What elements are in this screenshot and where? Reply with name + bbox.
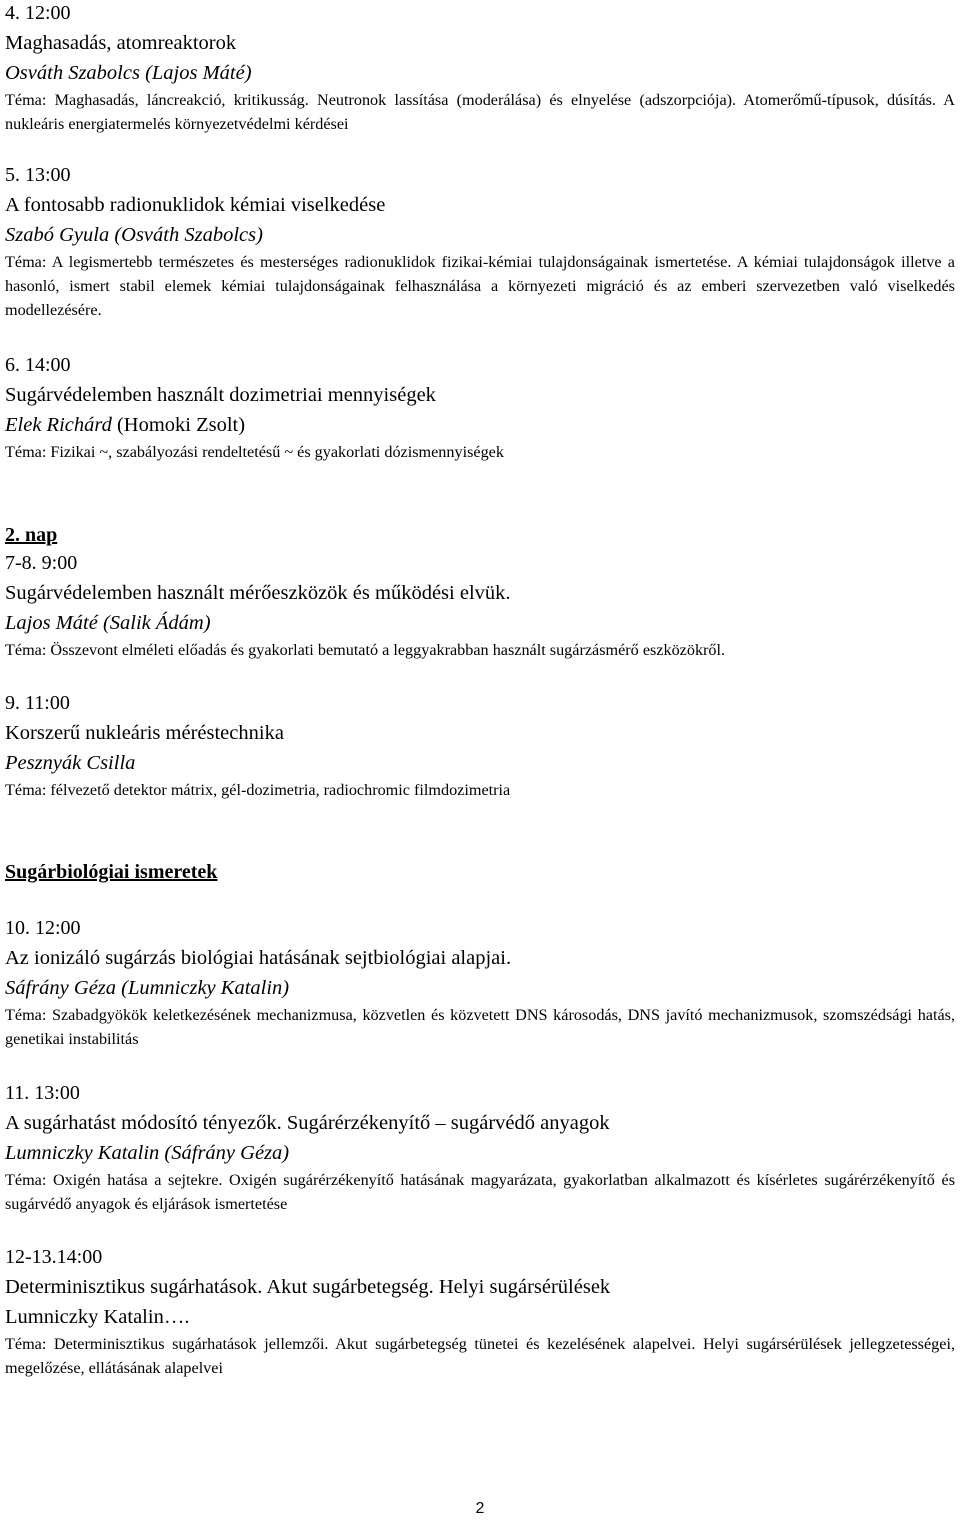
session-number: 11. 13:00: [5, 1082, 80, 1104]
day-heading: 2. nap: [5, 524, 58, 546]
session-presenter: Sáfrány Géza (Lumniczky Katalin): [5, 977, 290, 999]
session-presenter: Pesznyák Csilla: [5, 752, 136, 774]
session-number: 6. 14:00: [5, 354, 71, 376]
session-title: A fontosabb radionuklidok kémiai viselkedése: [5, 194, 386, 216]
session-number: 10. 12:00: [5, 917, 81, 939]
session-6: [5, 350, 955, 464]
session-5: [5, 160, 955, 322]
presenter-main: Elek Richárd: [5, 414, 112, 436]
session-title: Az ionizáló sugárzás biológiai hatásának sejtbiológiai alapjai.: [5, 947, 512, 969]
session-topic: Téma: Fizikai ~, szabályozási rendeltetésű ~ és gyakorlati dózismennyiségek: [5, 443, 504, 461]
session-title: Sugárvédelemben használt mérőeszközök és működési elvük.: [5, 582, 511, 604]
session-number: 9. 11:00: [5, 692, 70, 714]
section-heading: Sugárbiológiai ismeretek: [5, 861, 218, 883]
session-number: 12-13.14:00: [5, 1246, 103, 1268]
session-10: [5, 913, 955, 1051]
session-topic: Téma: félvezető detektor mátrix, gél-dozimetria, radiochromic filmdozimetria: [5, 781, 511, 799]
session-topic: Téma: Oxigén hatása a sejtekre. Oxigén sugárérzékenyítő hatásának magyarázata, gyakorlatban alkalmazott és kísérletes sugárérzékenyítő és sugárvédő anyagok és eljárások ismertetése: [5, 1171, 955, 1213]
session-4: [5, 0, 955, 136]
session-topic: Téma: Szabadgyökök keletkezésének mechanizmusa, közvetlen és közvetett DNS károsodás, DNS javító mechanizmusok, szomszédsági hatás, genetikai instabilitás: [5, 1006, 955, 1048]
session-presenter: Lajos Máté (Salik Ádám): [5, 612, 211, 634]
session-presenter: [5, 410, 955, 440]
session-title: A sugárhatást módosító tényezők. Sugárérzékenyítő – sugárvédő anyagok: [5, 1112, 610, 1134]
session-number: 7-8. 9:00: [5, 552, 78, 574]
page-number: 2: [475, 1500, 485, 1517]
session-number: 4. 12:00: [5, 2, 71, 24]
session-topic: Téma: Determinisztikus sugárhatások jellemzői. Akut sugárbetegség tünetei és kezelésének alapelvei. Helyi sugársérülések jellegzetességei, megelőzése, ellátásának alapelvei: [5, 1335, 955, 1377]
session-title: Korszerű nukleáris méréstechnika: [5, 722, 284, 744]
session-topic: Téma: Összevont elméleti előadás és gyakorlati bemutató a leggyakrabban használt sugárzásmérő eszközökről.: [5, 641, 726, 659]
session-9: [5, 688, 955, 802]
session-title: Sugárvédelemben használt dozimetriai mennyiségek: [5, 384, 436, 406]
session-title: Determinisztikus sugárhatások. Akut sugárbetegség. Helyi sugársérülések: [5, 1276, 611, 1298]
session-number: 5. 13:00: [5, 164, 71, 186]
session-7-8: [5, 548, 955, 662]
session-topic: Téma: Maghasadás, láncreakció, kritikusság. Neutronok lassítása (moderálása) és elnyelése (adszorpciója). Atomerőmű-típusok, dúsítás. A nukleáris energiatermelés környezetvédelmi kérdései: [5, 91, 955, 133]
session-topic: Téma: A legismertebb természetes és mesterséges radionuklidok fizikai-kémiai tulajdonságainak ismertetése. A kémiai tulajdonságok illetve a hasonló, ismert stabil elemek kémiai tulajdonságainak felhasználása a környezeti migráció és az emberi szervezetben való viselkedés modellezésére.: [5, 253, 955, 319]
session-presenter: Osváth Szabolcs (Lajos Máté): [5, 62, 252, 84]
session-presenter: Lumniczky Katalin….: [5, 1306, 190, 1328]
presenter-secondary: (Homoki Zsolt): [111, 414, 246, 436]
session-title: Maghasadás, atomreaktorok: [5, 32, 237, 54]
session-11: [5, 1078, 955, 1216]
session-presenter: Lumniczky Katalin (Sáfrány Géza): [5, 1142, 290, 1164]
session-presenter: Szabó Gyula (Osváth Szabolcs): [5, 224, 263, 246]
session-12-13: [5, 1242, 955, 1380]
